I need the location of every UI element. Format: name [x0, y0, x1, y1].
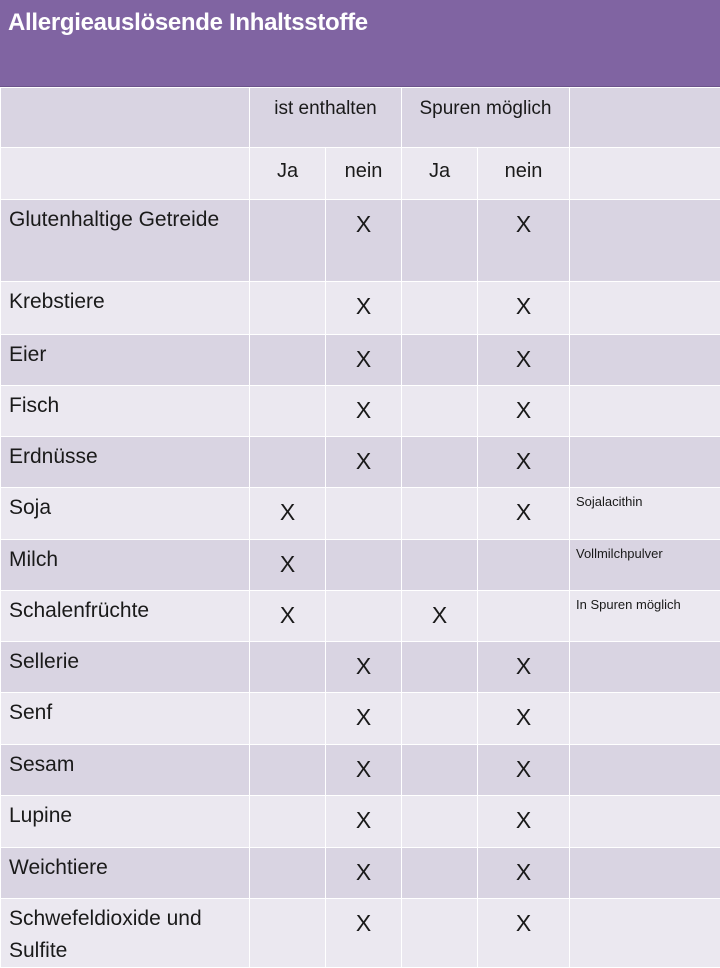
x-mark: X [516, 499, 531, 525]
traces-yes-cell [402, 899, 478, 968]
contained-yes-cell [250, 848, 326, 899]
contained-yes-cell [250, 335, 326, 386]
x-mark: X [356, 859, 371, 885]
traces-yes-cell [402, 282, 478, 335]
allergen-table [0, 87, 720, 968]
traces-yes-cell [402, 386, 478, 437]
x-mark: X [356, 704, 371, 730]
note-cell [570, 796, 720, 848]
note-cell [570, 386, 720, 437]
header-traces-yes: Ja [402, 148, 478, 200]
traces-yes-cell [402, 488, 478, 540]
traces-yes-cell [402, 848, 478, 899]
allergen-name: Weichtiere [1, 848, 250, 899]
table-row [1, 488, 720, 540]
x-mark: X [516, 756, 531, 782]
x-mark: X [516, 293, 531, 319]
note-cell [570, 848, 720, 899]
x-mark: X [432, 602, 447, 628]
traces-no-cell [478, 591, 570, 642]
x-mark: X [356, 211, 371, 237]
x-mark: X [280, 499, 295, 525]
contained-no-cell [326, 488, 402, 540]
traces-no-cell [478, 693, 570, 745]
x-mark: X [356, 807, 371, 833]
page-title: Allergieauslösende Inhaltsstoffe [8, 9, 368, 37]
contained-yes-cell [250, 591, 326, 642]
contained-yes-cell [250, 642, 326, 693]
table-row [1, 386, 720, 437]
x-mark: X [356, 910, 371, 936]
note-cell: Sojalacithin [570, 488, 720, 540]
x-mark: X [516, 653, 531, 679]
x-mark: X [516, 859, 531, 885]
traces-no-cell [478, 335, 570, 386]
x-mark: X [356, 346, 371, 372]
x-mark: X [516, 448, 531, 474]
allergen-name: Milch [1, 540, 250, 591]
traces-no-cell [478, 796, 570, 848]
traces-yes-cell [402, 642, 478, 693]
contained-no-cell [326, 386, 402, 437]
header-contained: ist enthalten [250, 88, 402, 148]
traces-no-cell [478, 282, 570, 335]
traces-no-cell [478, 386, 570, 437]
traces-no-cell [478, 745, 570, 796]
contained-no-cell [326, 693, 402, 745]
traces-yes-cell [402, 591, 478, 642]
allergen-name: Krebstiere [1, 282, 250, 335]
traces-yes-cell [402, 796, 478, 848]
contained-no-cell [326, 335, 402, 386]
allergen-name: Eier [1, 335, 250, 386]
table-row [1, 642, 720, 693]
allergen-name: Lupine [1, 796, 250, 848]
table-row [1, 282, 720, 335]
contained-no-cell [326, 282, 402, 335]
table-row [1, 591, 720, 642]
traces-no-cell [478, 899, 570, 968]
contained-no-cell [326, 437, 402, 488]
traces-no-cell [478, 642, 570, 693]
table-row [1, 899, 720, 968]
note-cell [570, 745, 720, 796]
allergen-name: Schwefeldioxide und Sulfite [1, 899, 250, 968]
x-mark: X [356, 397, 371, 423]
table-row [1, 437, 720, 488]
contained-yes-cell [250, 282, 326, 335]
note-cell [570, 899, 720, 968]
table-row [1, 693, 720, 745]
x-mark: X [516, 346, 531, 372]
header-group-row [1, 88, 720, 148]
x-mark: X [516, 910, 531, 936]
table-row [1, 848, 720, 899]
table-row [1, 200, 720, 282]
header-contained-no: nein [326, 148, 402, 200]
traces-no-cell [478, 848, 570, 899]
note-cell [570, 200, 720, 282]
traces-no-cell [478, 437, 570, 488]
allergen-name: Glutenhaltige Getreide [1, 200, 250, 282]
allergen-name: Fisch [1, 386, 250, 437]
allergen-name: Soja [1, 488, 250, 540]
header-note-cell [570, 148, 720, 200]
x-mark: X [516, 807, 531, 833]
traces-no-cell [478, 540, 570, 591]
contained-no-cell [326, 745, 402, 796]
x-mark: X [280, 551, 295, 577]
header-traces: Spuren möglich [402, 88, 570, 148]
allergen-name: Sellerie [1, 642, 250, 693]
note-cell [570, 437, 720, 488]
x-mark: X [280, 602, 295, 628]
x-mark: X [356, 653, 371, 679]
note-cell: Vollmilchpulver [570, 540, 720, 591]
contained-yes-cell [250, 437, 326, 488]
header-sub-row [1, 148, 720, 200]
contained-no-cell [326, 642, 402, 693]
title-bar [0, 0, 720, 87]
contained-yes-cell [250, 796, 326, 848]
contained-yes-cell [250, 745, 326, 796]
note-cell [570, 693, 720, 745]
contained-no-cell [326, 540, 402, 591]
contained-no-cell [326, 848, 402, 899]
traces-yes-cell [402, 437, 478, 488]
header-contained-yes: Ja [250, 148, 326, 200]
table-row [1, 540, 720, 591]
table-row [1, 745, 720, 796]
contained-no-cell [326, 591, 402, 642]
contained-yes-cell [250, 488, 326, 540]
note-cell [570, 642, 720, 693]
x-mark: X [356, 293, 371, 319]
contained-no-cell [326, 200, 402, 282]
traces-yes-cell [402, 200, 478, 282]
table-row [1, 796, 720, 848]
traces-yes-cell [402, 745, 478, 796]
traces-yes-cell [402, 693, 478, 745]
contained-no-cell [326, 899, 402, 968]
allergen-name: Schalenfrüchte [1, 591, 250, 642]
table-row [1, 335, 720, 386]
note-cell: In Spuren möglich [570, 591, 720, 642]
traces-no-cell [478, 200, 570, 282]
contained-yes-cell [250, 200, 326, 282]
header-empty-cell [1, 148, 250, 200]
x-mark: X [516, 704, 531, 730]
allergen-name: Sesam [1, 745, 250, 796]
header-traces-no: nein [478, 148, 570, 200]
traces-no-cell [478, 488, 570, 540]
traces-yes-cell [402, 540, 478, 591]
contained-no-cell [326, 796, 402, 848]
note-cell [570, 335, 720, 386]
contained-yes-cell [250, 899, 326, 968]
header-empty-cell [1, 88, 250, 148]
contained-yes-cell [250, 693, 326, 745]
contained-yes-cell [250, 540, 326, 591]
traces-yes-cell [402, 335, 478, 386]
allergen-name: Erdnüsse [1, 437, 250, 488]
x-mark: X [356, 756, 371, 782]
x-mark: X [516, 397, 531, 423]
x-mark: X [356, 448, 371, 474]
x-mark: X [516, 211, 531, 237]
header-note-cell [570, 88, 720, 148]
allergen-name: Senf [1, 693, 250, 745]
note-cell [570, 282, 720, 335]
contained-yes-cell [250, 386, 326, 437]
